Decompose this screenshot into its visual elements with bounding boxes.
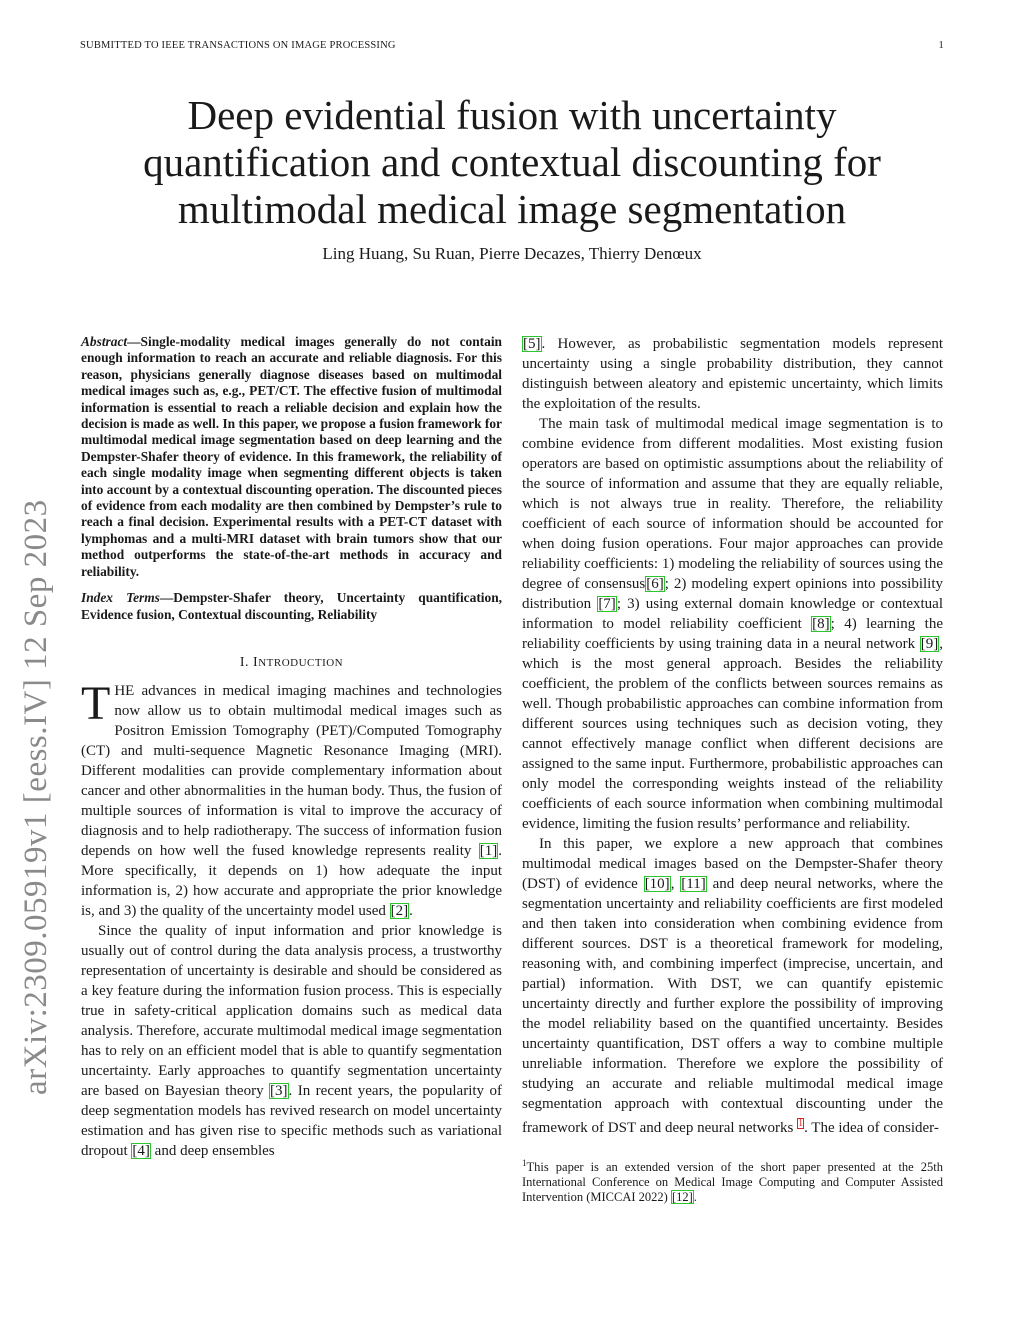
index-terms	[81, 590, 502, 623]
intro-paragraph-4: In this paper, we explore a new approach that combines multimodal medical images based on the Dempster-Shafer theory (DST) of evidence [10], [11] and deep neural networks, where the segmentation uncertainty and reliability coefficients are first modeled and then taken into consideration when combining evidence from different sources. DST is a theoretical framework for modeling, reasoning with, and combining imperfect (imprecise, uncertain, and partial) information. With DST, we can quantify epistemic uncertainty directly and further explore the possibility of improving the model reliability based on the quantified uncertainty. Besides uncertainty quantification, DST offers a way to combine multiple unreliable information. Therefore we explore the possibility of studying an accurate and reliable multimodal medical image segmentation approach with contextual discounting under the framework of DST and deep neural networks $^1$. The idea of consider-	[522, 836, 944, 1136]
citation-link[interactable]: [1]	[479, 842, 498, 859]
abstract-label: Abstract	[81, 334, 128, 349]
right-column	[522, 334, 943, 1205]
footnote-ref-link[interactable]: 1	[798, 1118, 804, 1129]
left-column	[81, 334, 502, 1161]
index-terms-text: —Dempster-Shafer theory, Uncertainty quantification, Evidence fusion, Contextual discounting, Reliability	[81, 590, 502, 622]
citation-link[interactable]: [6]	[646, 576, 664, 592]
section-heading-introduction: I. INTRODUCTION	[239, 654, 344, 670]
footnote-mark: 1	[522, 1158, 527, 1168]
arxiv-stamp: arXiv:2309.05919v1 [eess.IV] 12 Sep 2023	[18, 499, 54, 1095]
abstract-text: —Single-modality medical images generally do not contain enough information to reach an accurate and reliable diagnosis. For this reason, physicians generally diagnose diseases based on multimodal medical images such as, e.g., PET/CT. The effective fusion of multimodal information is essential to reach a reliable decision and explain how the decision is made as well. In this paper, we propose a fusion framework for multimodal medical image segmentation based on deep learning and the Dempster-Shafer theory of evidence. In this framework, the reliability of each single modality image when segmenting different objects is taken into account by a contextual discounting operation. The discounted pieces of evidence from each modality are then combined by Dempster’s rule to reach a final decision. Experimental results with a PET-CT dataset with lymphomas and a multi-MRI dataset with brain tumors show that our method outperforms the state-of-the-art methods in accuracy and reliability.	[81, 334, 502, 579]
citation-link[interactable]: [7]	[598, 596, 616, 612]
citation-link[interactable]: [5]	[523, 336, 541, 352]
index-terms-label: Index Terms	[81, 590, 160, 606]
journal-header: SUBMITTED TO IEEE TRANSACTIONS ON IMAGE PROCESSING	[80, 40, 396, 51]
citation-link[interactable]: [9]	[920, 636, 939, 652]
author-list: Ling Huang, Su Ruan, Pierre Decazes, Thierry Denœux	[322, 244, 702, 263]
intro-paragraph-2: Since the quality of input information and prior knowledge is usually out of control during the data analysis process, a trustworthy representation of uncertainty is desirable and should be considered as a key feature during the information fusion process. This is especially true in safety-critical application domains such as medical data analysis. Therefore, accurate multimodal medical image segmentation has to rely on an efficient model that is able to quantify segmentation uncertainty. Early approaches to quantify segmentation uncertainty are based on Bayesian theory [3]. In recent years, the popularity of deep segmentation models has revived research on model uncertainty estimation and has given rise to specific methods such as variational dropout [4] and deep ensembles	[81, 922, 502, 1159]
citation-link[interactable]: [2]	[390, 902, 409, 919]
intro-paragraph-3: The main task of multimodal medical image segmentation is to combine evidence from different modalities. Most existing fusion operators are based on optimistic assumptions about the reliability of the source of information and assume that they are equally reliable, which is not always true in reality. Therefore, the reliability coefficient of each source of information should be accounted for when doing fusion operations. Four major approaches can provide reliability coefficients: 1) modeling the reliability of sources using the degree of consensus[6]; 2) modeling expert opinions into possibility distribution [7]; 3) using external domain knowledge or contextual information to model reliability coefficient [8]; 4) learning the reliability coefficients by using training data in a neural network [9], which is the most general approach. Besides the reliability coefficient, the problem of the conflicts between sources remains as well. Though probabilistic approaches can combine information from different sources using techniques such as decision voting, they cannot effectively manage conflict when different decisions are assigned to the same input. Furthermore, probabilistic approaches can only model the corresponding weights instead of the reliability coefficients of each source information when combining multimodal evidence, limiting the fusion results’ performance and reliability.	[522, 416, 944, 832]
citation-link[interactable]: [10]	[644, 876, 670, 892]
citation-link[interactable]: [4]	[132, 1142, 150, 1159]
footnote: $^1$This paper is an extended version of the short paper presented at the 25th International Conference on Medical Image Computing and Computer Assisted Intervention (MICCAI 2022) [12].	[522, 1158, 943, 1205]
paper-title: Deep evidential fusion with uncertainty quantification and contextual discounting for multimodal medical image segmentation	[143, 92, 881, 232]
page-number: 1	[938, 40, 944, 51]
citation-link[interactable]: [3]	[270, 1082, 288, 1099]
running-header	[80, 40, 944, 51]
citation-link[interactable]: [8]	[812, 616, 830, 632]
intro-paragraph-1: THE advances in medical imaging machines and technologies now allow us to obtain multimodal medical images such as Positron Emission Tomography (PET)/Computed Tomography (CT) and multi-sequence Magnetic Resonance Imaging (MRI). Different modalities can provide complementary information about cancer and other abnormalities in the human body. Thus, the fusion of multiple sources of information is vital to improve the accuracy of diagnosis and to help radiotherapy. The success of information fusion depends on how well the fused knowledge represents reality [1]. More specifically, it depends on 1) how adequate the input information is, 2) how accurate and appropriate the prior knowledge is, and 3) the quality of the uncertainty model used [2].	[81, 676, 502, 919]
citation-link[interactable]: [11]	[681, 876, 706, 892]
drop-cap: T	[81, 676, 111, 730]
citation-link[interactable]: [12]	[671, 1190, 693, 1205]
abstract	[81, 334, 502, 580]
intro-paragraph-2-cont: [5]. However, as probabilistic segmentation models represent uncertainty using a single probability distribution, they cannot distinguish between aleatory and epistemic uncertainty, which limits the exploitation of the results.	[522, 336, 943, 412]
